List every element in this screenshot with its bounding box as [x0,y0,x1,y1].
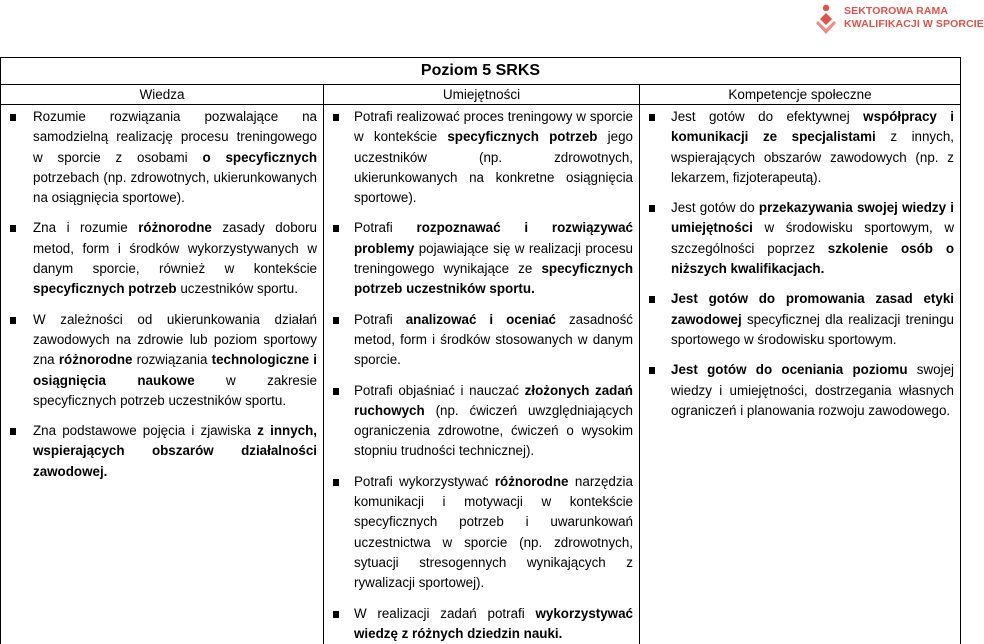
list-item [1,310,323,411]
social-competences-list [640,105,960,421]
bold-text: złożonych zadań ruchowych [354,383,633,418]
list-item [1,107,323,208]
item-text: rozwiązania [132,352,211,367]
item-text: Jest gotów do [671,200,759,215]
bold-text: różnorodne [138,220,212,235]
item-text: swojej wiedzy i umiejętności, dostrzegania własnych ograniczeń i planowania rozwoju zawodowego. [671,362,954,418]
square-bullet-icon [649,205,655,212]
bold-text: różnorodne [59,352,133,367]
bold-text: analizować i oceniać [406,312,556,327]
item-text: zasadność metod, form i środków stosowanych w danym sporcie. [354,312,633,368]
list-item [324,604,639,644]
square-bullet-icon [10,317,16,324]
table-title: Poziom 5 SRKS [1,58,961,85]
list-item [640,289,960,350]
item-text: potrzebach (np. zdrowotnych, ukierunkowanych na osiągnięcia sportowe). [33,170,317,205]
item-text: zasady doboru metod, form i środków wykorzystywanych w danym sporcie, również w kontekście [33,220,317,276]
item-text: Rozumie rozwiązania pozwalające na samodzielną realizację procesu treningowego w sporcie z osobami [33,109,317,165]
list-item [324,381,639,462]
item-text: jego uczestników (np. zdrowotnych, ukierunkowanych na konkretne osiągnięcia sportowe). [354,129,633,205]
item-text: w zakresie specyficznych potrzeb uczestników sportu. [33,373,317,408]
item-text: w środowisku sportowym, w szczególności poprzez [671,220,954,255]
item-text: Potrafi objaśniać i nauczać [354,383,525,398]
header-skills: Umiejętności [324,85,640,105]
skills-list [324,105,639,644]
list-item [324,218,639,299]
square-bullet-icon [10,428,16,435]
item-text: pojawiające się w realizacji procesu treningowego wynikające ze [354,241,633,276]
item-text: uczestników sportu. [177,281,298,296]
logo-text [844,5,984,31]
bold-text: specyficznych potrzeb [447,129,597,144]
item-text: Potrafi [354,220,417,235]
bold-text: Jest gotów do promowania zasad etyki zawodowej [671,291,954,326]
bold-text: technologiczne i osiągnięcia naukowe [33,352,317,387]
logo-mark-icon [812,3,840,37]
list-item [1,218,323,299]
square-bullet-icon [333,114,339,121]
square-bullet-icon [649,296,655,303]
bold-text: specyficznych potrzeb uczestników sportu. [354,261,633,296]
bold-text: o specyficznych [202,150,317,165]
square-bullet-icon [333,479,339,486]
bold-text: z innych, wspierających obszarów działalności zawodowej. [33,423,317,479]
item-text: z innych, wspierających obszarów zawodowych (np. z lekarzem, fizjoterapeutą). [671,129,954,185]
list-item [324,107,639,208]
list-item [640,360,960,421]
item-text: Potrafi [354,312,406,327]
list-item [324,310,639,371]
knowledge-cell [1,105,324,644]
bold-text: różnorodne [495,474,569,489]
logo-line-2: KWALIFIKACJI W SPORCIE [844,18,984,31]
item-text: (np. ćwiczeń uwzględniających ograniczenia zdrowotne, ćwiczeń o wysokim stopniu trudności technicznej). [354,403,633,459]
item-text: Potrafi realizować proces treningowy w sporcie w kontekście [354,109,633,144]
bold-text: przekazywania swojej wiedzy i umiejętności [671,200,954,235]
item-text: Zna i rozumie [33,220,138,235]
knowledge-list [1,105,323,482]
qualification-table [0,57,961,644]
item-text: specyficznej dla realizacji treningu sportowego w środowisku sportowym. [671,312,954,347]
social-competences-cell [640,105,961,644]
srks-logo [812,0,960,46]
skills-cell [324,105,640,644]
square-bullet-icon [333,388,339,395]
square-bullet-icon [649,114,655,121]
bold-text: Jest gotów do oceniania poziomu [671,362,908,377]
bold-text: współpracy i komunikacji ze specjalistami [671,109,954,144]
item-text: W realizacji zadań potrafi [354,606,535,621]
item-text: narzędzia komunikacji i motywacji w kontekście specyficznych potrzeb i uwarunkowań uczestnictwa w sporcie (np. zdrowotnych, sytuacji stresogennych wynikających z rywalizacji sportowej). [354,474,633,590]
list-item [640,198,960,279]
square-bullet-icon [10,114,16,121]
list-item [1,421,323,482]
item-text: W zależności od ukierunkowania działań zawodowych na zdrowie lub poziom sportowy zna [33,312,317,368]
header-social-competences: Kompetencje społeczne [640,85,961,105]
bold-text: wykorzystywać wiedzę z różnych dziedzin nauki. [354,606,633,641]
item-text: Zna podstawowe pojęcia i zjawiska [33,423,257,438]
bold-text: rozpoznawać i rozwiązywać problemy [354,220,633,255]
logo-line-1: SEKTOROWA RAMA [844,5,984,18]
header-knowledge: Wiedza [1,85,324,105]
item-text: Jest gotów do efektywnej [671,109,863,124]
square-bullet-icon [10,225,16,232]
square-bullet-icon [333,611,339,618]
bold-text: specyficznych potrzeb [33,281,177,296]
list-item [640,107,960,188]
item-text: Potrafi wykorzystywać [354,474,495,489]
bold-text: szkolenie osób o niższych kwalifikacjach. [671,241,954,276]
list-item [324,472,639,594]
square-bullet-icon [649,367,655,374]
square-bullet-icon [333,225,339,232]
square-bullet-icon [333,317,339,324]
